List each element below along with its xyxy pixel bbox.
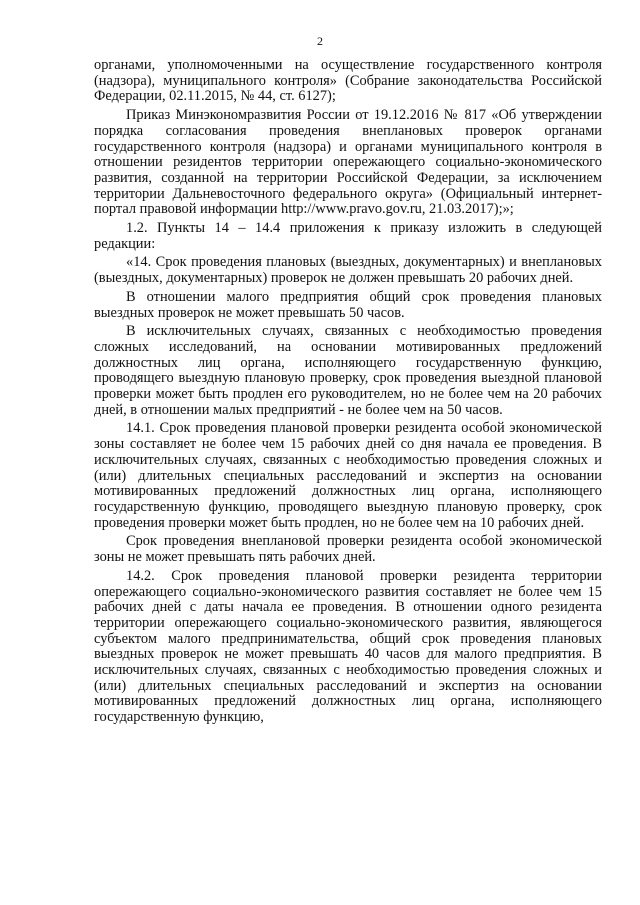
paragraph: «14. Срок проведения плановых (выездных, документарных) и внеплановых (выездных, документарных) проверок не должен превышать 20 рабочих дней. xyxy=(94,254,602,287)
paragraph: органами, уполномоченными на осуществление государственного контроля (надзора), муниципального контроля» (Собрание законодательства Российской Федерации, 02.11.2015, № 44, ст. 6127); xyxy=(94,57,602,105)
paragraph: Срок проведения внеплановой проверки резидента особой экономической зоны не может превышать пять рабочих дней. xyxy=(94,533,602,566)
paragraph: 14.2. Срок проведения плановой проверки резидента территории опережающего социально-экономического развития составляет не более чем 15 рабочих дней с даты начала ее проведения. В отношении одного резидента территории опережающего социально-экономического развития, являющегося субъектом малого предпринимательства, общий срок проведения плановых выездных проверок не может превышать 40 часов для малого предприятия. В исключительных случаях, связанных с необходимостью проведения сложных и (или) длительных специальных расследований и экспертиз на основании мотивированных предложений должностных лиц органа, исполняющего государственную функцию, xyxy=(94,567,602,726)
page-number: 2 xyxy=(317,34,323,48)
paragraph: 1.2. Пункты 14 – 14.4 приложения к приказу изложить в следующей редакции: xyxy=(94,220,602,252)
paragraph: 14.1. Срок проведения плановой проверки резидента особой экономической зоны составляет не более чем 15 рабочих дней со дня начала ее проведения. В исключительных случаях, связанных с необходимостью проведения сложных и (или) длительных специальных расследований и экспертиз на основании мотивированных предложений должностных лиц органа, исполняющего государственную функцию, проводящего выездную плановую проверку, срок проведения проверки может быть продлен, но не более чем на 10 рабочих дней. xyxy=(94,420,602,531)
paragraph: В исключительных случаях, связанных с необходимостью проведения сложных исследований, на основании мотивированных предложений должностных лиц органа, исполняющего государственную функцию, проводящего выездную плановую проверку, срок проведения выездной плановой проверки может быть продлен его руководителем, но не более чем на 20 рабочих дней, в отношении малых предприятий - не более чем на 50 часов. xyxy=(94,323,602,418)
paragraph: В отношении малого предприятия общий срок проведения плановых выездных проверок не может превышать 50 часов. xyxy=(94,288,602,321)
paragraph: Приказ Минэкономразвития России от 19.12.2016 № 817 «Об утверждении порядка согласования проведения внеплановых проверок органами государственного контроля (надзора) и органами муниципального контроля в отношении резидентов территории опережающего социально-экономического развития, созданной на территории Российской Федерации, за исключением территории Дальневосточного федерального округа» (Официальный интернет-портал правовой информации http://www.pravo.gov.ru, 21.03.2017);»; xyxy=(94,107,602,218)
document-body xyxy=(94,58,602,729)
